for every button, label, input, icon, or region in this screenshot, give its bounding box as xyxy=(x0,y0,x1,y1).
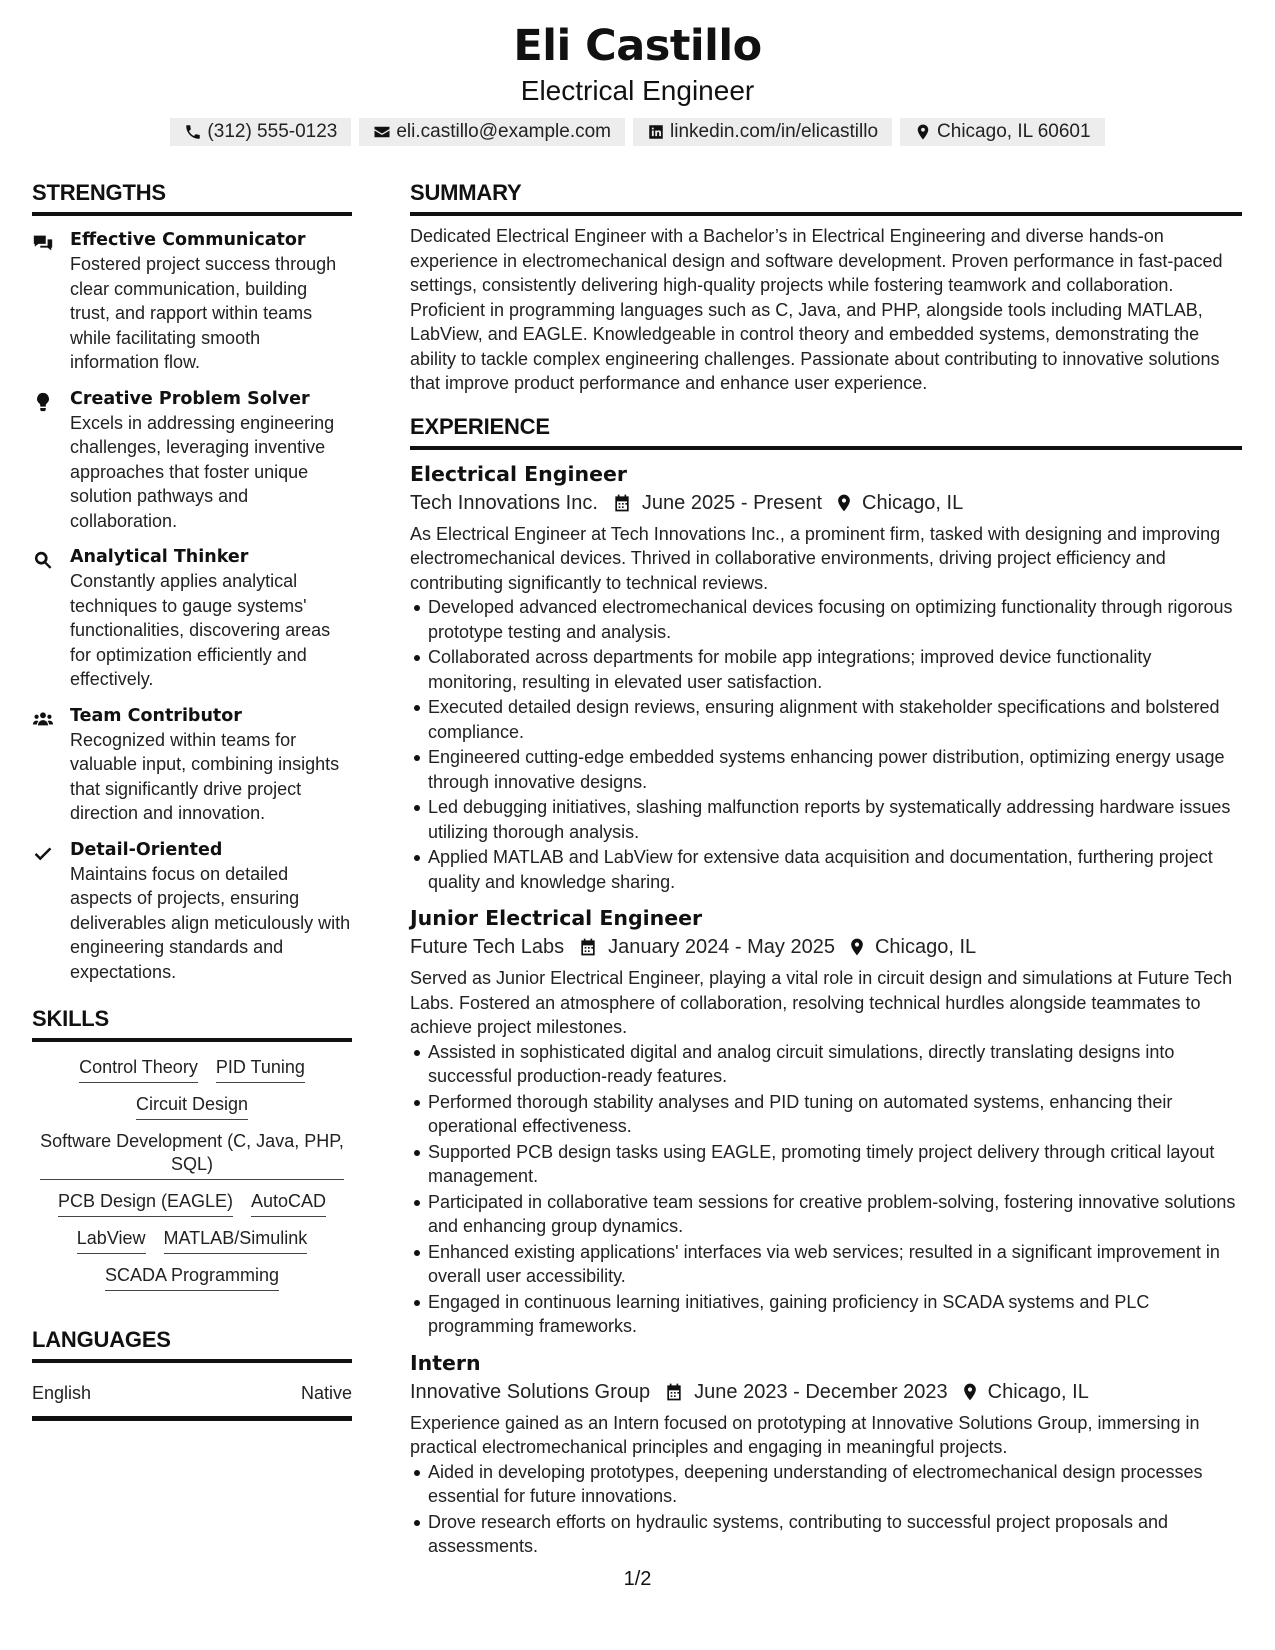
skill-tag: MATLAB/Simulink xyxy=(164,1227,308,1254)
experience-heading: EXPERIENCE xyxy=(410,410,1242,450)
left-column xyxy=(32,176,352,1421)
job-dates: June 2023 - December 2023 xyxy=(694,1380,948,1403)
resume-header xyxy=(0,18,1275,146)
contact-linkedin[interactable] xyxy=(633,118,892,146)
right-column xyxy=(410,176,1242,1560)
envelope-icon xyxy=(373,123,391,141)
bullet-item: Developed advanced electromechanical devices focusing on optimizing functionality through rigorous prototype testing and analysis. xyxy=(428,595,1242,644)
strength-description: Fostered project success through clear communication, building trust, and rapport within teams while facilitating smooth information flow. xyxy=(70,254,337,372)
location-pin-icon xyxy=(960,1382,980,1402)
lightbulb-icon xyxy=(32,391,54,413)
job-title: Intern xyxy=(410,1350,481,1375)
contact-email-text: eli.castillo@example.com xyxy=(396,121,611,142)
linkedin-icon xyxy=(647,123,665,141)
location-pin-icon xyxy=(847,937,867,957)
contact-phone[interactable] xyxy=(170,118,351,146)
strength-item xyxy=(32,704,352,826)
language-name: English xyxy=(32,1383,92,1403)
job-description: As Electrical Engineer at Tech Innovations Inc., a prominent firm, tasked with designing and improving electromechanical devices. Thrived in collaborative environments, driving project efficiency and contributing significantly to technical reviews. xyxy=(410,523,1221,593)
job-bullets xyxy=(410,595,1242,894)
location-pin-icon xyxy=(834,493,854,513)
contact-phone-text: (312) 555-0123 xyxy=(207,121,338,142)
bullet-item: Aided in developing prototypes, deepening understanding of electromechanical design processes essential for future innovations. xyxy=(428,1460,1242,1509)
strengths-section xyxy=(32,176,352,984)
bullet-item: Engineered cutting-edge embedded systems enhancing power distribution, optimizing energy usage through innovative designs. xyxy=(428,745,1242,794)
bullet-item: Applied MATLAB and LabView for extensive data acquisition and documentation, furthering project quality and knowledge sharing. xyxy=(428,845,1242,894)
calendar-icon xyxy=(612,493,632,513)
calendar-icon xyxy=(664,1382,684,1402)
skill-tag: AutoCAD xyxy=(251,1190,326,1217)
job-dates: June 2025 - Present xyxy=(641,491,823,514)
languages-section xyxy=(32,1323,352,1421)
skill-tag: Software Development (C, Java, PHP, SQL) xyxy=(40,1130,344,1180)
experience-section xyxy=(410,410,1242,1559)
summary-section xyxy=(410,176,1242,396)
strength-title: Team Contributor xyxy=(70,705,242,726)
users-icon xyxy=(32,708,54,730)
languages-heading: LANGUAGES xyxy=(32,1323,352,1363)
contact-location xyxy=(900,118,1105,146)
job-company: Innovative Solutions Group xyxy=(410,1380,651,1403)
job-location: Chicago, IL xyxy=(874,936,977,958)
bullet-item: Drove research efforts on hydraulic systems, contributing to successful project proposals and assessments. xyxy=(428,1510,1242,1559)
bullet-item: Executed detailed design reviews, ensuring alignment with stakeholder specifications and bolstered compliance. xyxy=(428,695,1242,744)
candidate-name: Eli Castillo xyxy=(513,21,762,71)
job-dates: January 2024 - May 2025 xyxy=(608,936,835,958)
calendar-icon xyxy=(578,937,598,957)
summary-heading: SUMMARY xyxy=(410,176,1242,216)
skills-heading: SKILLS xyxy=(32,1002,352,1042)
bullet-item: Led debugging initiatives, slashing malfunction reports by systematically addressing hardware issues utilizing thorough analysis. xyxy=(428,795,1242,844)
bullet-item: Enhanced existing applications' interfaces via web services; resulted in a significant improvement in overall user accessibility. xyxy=(428,1240,1242,1289)
strength-item xyxy=(32,545,352,692)
location-pin-icon xyxy=(914,123,932,141)
job-meta xyxy=(410,488,1242,518)
strength-item xyxy=(32,838,352,985)
checkmark-icon xyxy=(32,842,54,864)
job-company: Tech Innovations Inc. xyxy=(410,491,598,514)
skill-tag: SCADA Programming xyxy=(105,1264,279,1291)
strength-description: Maintains focus on detailed aspects of projects, ensuring deliverables align meticulously with engineering standards and expectations. xyxy=(70,863,351,982)
job-bullets xyxy=(410,1460,1242,1559)
job-title: Junior Electrical Engineer xyxy=(410,906,703,930)
strength-description: Excels in addressing engineering challenges, leveraging inventive approaches that foster unique solution pathways and collaboration. xyxy=(70,412,335,531)
skill-tag: Circuit Design xyxy=(136,1093,248,1120)
job-description: Served as Junior Electrical Engineer, playing a vital role in circuit design and simulations at Future Tech Labs. Fostered an atmosphere of collaboration, resolving technical hurdles alongside teammates to achieve project milestones. xyxy=(410,968,1233,1037)
summary-text: Dedicated Electrical Engineer with a Bachelor’s in Electrical Engineering and diverse hands-on experience in electromechanical design and software development. Proven performance in fast-paced settings, consistently delivering high-quality projects while fostering teamwork and collaboration. Proficient in programming languages such as C, Java, and PHP, alongside tools including MATLAB, LabView, and EAGLE. Knowledgeable in control theory and embedded systems, demonstrating the ability to tackle complex engineering challenges. Passionate about contributing to innovative solutions that improve product performance and enhance user experience. xyxy=(410,226,1223,393)
strength-item xyxy=(32,228,352,375)
contact-location-text: Chicago, IL 60601 xyxy=(937,121,1091,142)
bullet-item: Engaged in continuous learning initiatives, gaining proficiency in SCADA systems and PLC programming frameworks. xyxy=(428,1290,1242,1339)
job-meta xyxy=(410,932,1242,962)
skills-list xyxy=(32,1056,352,1291)
job-bullets xyxy=(410,1040,1242,1339)
strength-title: Detail-Oriented xyxy=(70,839,223,860)
skill-tag: Control Theory xyxy=(79,1056,198,1083)
skill-tag: PCB Design (EAGLE) xyxy=(58,1190,233,1217)
job-entry xyxy=(410,460,1242,895)
strength-item xyxy=(32,387,352,534)
job-entry xyxy=(410,1349,1242,1559)
strength-description: Constantly applies analytical techniques to gauge systems' functionalities, discovering areas for optimization efficiently and effectively. xyxy=(70,571,331,689)
bullet-item: Collaborated across departments for mobile app integrations; improved device functionality monitoring, resulting in elevated user satisfaction. xyxy=(428,645,1242,694)
bullet-item: Performed thorough stability analyses and PID tuning on automated systems, enhancing their operational effectiveness. xyxy=(428,1090,1242,1139)
strengths-heading: STRENGTHS xyxy=(32,176,352,216)
strength-title: Effective Communicator xyxy=(70,230,306,250)
phone-icon xyxy=(184,123,202,141)
search-icon xyxy=(32,549,54,571)
candidate-title: Electrical Engineer xyxy=(520,75,755,106)
contact-bar xyxy=(0,118,1275,146)
skill-tag: PID Tuning xyxy=(216,1056,305,1083)
bullet-item: Supported PCB design tasks using EAGLE, promoting timely project delivery through critical layout management. xyxy=(428,1140,1242,1189)
skill-tag: LabView xyxy=(77,1227,146,1254)
job-title: Electrical Engineer xyxy=(410,461,627,486)
strength-title: Creative Problem Solver xyxy=(70,388,310,409)
page-indicator: 1/2 xyxy=(623,1568,652,1590)
language-row xyxy=(32,1383,352,1421)
contact-linkedin-text: linkedin.com/in/elicastillo xyxy=(670,121,879,142)
contact-email[interactable] xyxy=(359,118,625,146)
comments-icon xyxy=(32,232,54,254)
job-description: Experience gained as an Intern focused on prototyping at Innovative Solutions Group, immersing in practical electromechanical principles and engaging in meaningful projects. xyxy=(410,1412,1200,1457)
skills-section xyxy=(32,1002,352,1291)
job-location: Chicago, IL xyxy=(987,1380,1089,1403)
job-location: Chicago, IL xyxy=(862,491,964,514)
strength-title: Analytical Thinker xyxy=(70,547,249,567)
job-entry xyxy=(410,904,1242,1339)
strength-description: Recognized within teams for valuable input, combining insights that significantly drive project direction and innovation. xyxy=(70,729,340,823)
bullet-item: Assisted in sophisticated digital and analog circuit simulations, directly translating designs into successful production-ready features. xyxy=(428,1040,1242,1089)
job-company: Future Tech Labs xyxy=(410,936,565,958)
bullet-item: Participated in collaborative team sessions for creative problem-solving, fostering innovative solutions and enhancing group dynamics. xyxy=(428,1190,1242,1239)
job-meta xyxy=(410,1377,1242,1407)
language-level: Native xyxy=(300,1383,352,1403)
